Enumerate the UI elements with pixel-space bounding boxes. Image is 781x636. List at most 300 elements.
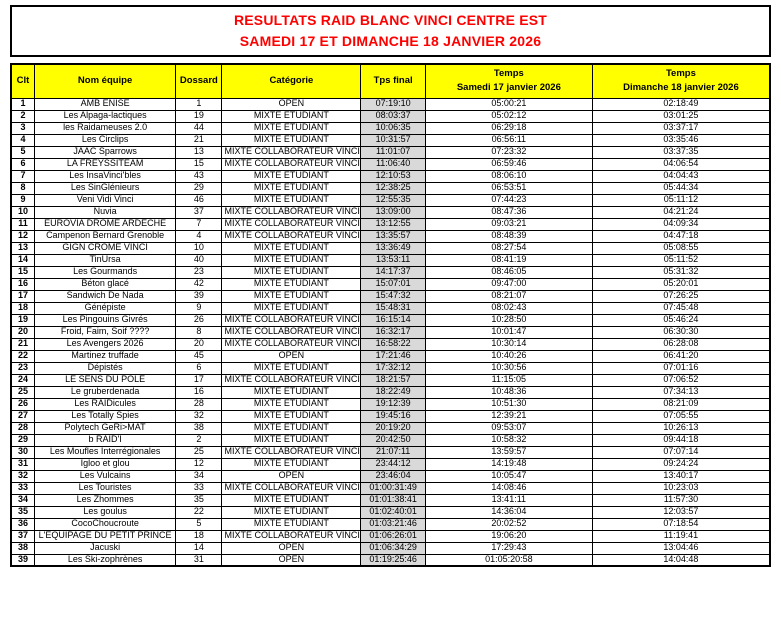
cell-tps-final: 16:58:22 bbox=[361, 338, 426, 350]
cell-team: Le gruberdenada bbox=[35, 386, 176, 398]
cell-samedi: 14:36:04 bbox=[425, 506, 592, 518]
cell-team: b RAID'I bbox=[35, 434, 176, 446]
cell-tps-final: 16:32:17 bbox=[361, 326, 426, 338]
cell-tps-final: 01:19:25:46 bbox=[361, 554, 426, 566]
cell-tps-final: 20:19:20 bbox=[361, 422, 426, 434]
cell-clt: 9 bbox=[11, 194, 35, 206]
cell-tps-final: 15:48:31 bbox=[361, 302, 426, 314]
table-row bbox=[11, 338, 770, 350]
cell-tps-final: 21:07:11 bbox=[361, 446, 426, 458]
table-row bbox=[11, 182, 770, 194]
cell-tps-final: 01:06:26:01 bbox=[361, 530, 426, 542]
cell-clt: 15 bbox=[11, 266, 35, 278]
cell-samedi: 10:30:56 bbox=[425, 362, 592, 374]
cell-categorie: MIXTE ETUDIANT bbox=[222, 182, 361, 194]
cell-team: Les Touristes bbox=[35, 482, 176, 494]
cell-team: les Raidameuses 2.0 bbox=[35, 122, 176, 134]
cell-categorie: MIXTE ETUDIANT bbox=[222, 518, 361, 530]
cell-tps-final: 16:15:14 bbox=[361, 314, 426, 326]
cell-team: Dépistés bbox=[35, 362, 176, 374]
column-header-temps-samedi bbox=[425, 64, 592, 98]
cell-tps-final: 10:31:57 bbox=[361, 134, 426, 146]
cell-categorie: MIXTE COLLABORATEUR VINCI bbox=[222, 374, 361, 386]
cell-categorie: MIXTE ETUDIANT bbox=[222, 398, 361, 410]
cell-clt: 26 bbox=[11, 398, 35, 410]
cell-dossard: 8 bbox=[176, 326, 222, 338]
cell-samedi: 10:51:30 bbox=[425, 398, 592, 410]
cell-team: LE SENS DU POLE bbox=[35, 374, 176, 386]
table-row bbox=[11, 422, 770, 434]
cell-dossard: 39 bbox=[176, 290, 222, 302]
cell-samedi: 08:21:07 bbox=[425, 290, 592, 302]
cell-categorie: MIXTE ETUDIANT bbox=[222, 458, 361, 470]
cell-samedi: 10:58:32 bbox=[425, 434, 592, 446]
cell-dossard: 16 bbox=[176, 386, 222, 398]
cell-clt: 4 bbox=[11, 134, 35, 146]
table-row bbox=[11, 518, 770, 530]
table-row bbox=[11, 554, 770, 566]
cell-samedi: 10:28:50 bbox=[425, 314, 592, 326]
cell-team: TinUrsa bbox=[35, 254, 176, 266]
cell-dossard: 13 bbox=[176, 146, 222, 158]
cell-clt: 25 bbox=[11, 386, 35, 398]
cell-samedi: 11:15:05 bbox=[425, 374, 592, 386]
cell-tps-final: 10:06:35 bbox=[361, 122, 426, 134]
cell-categorie: MIXTE ETUDIANT bbox=[222, 278, 361, 290]
cell-dimanche: 13:04:46 bbox=[592, 542, 770, 554]
cell-clt: 8 bbox=[11, 182, 35, 194]
cell-categorie: MIXTE ETUDIANT bbox=[222, 494, 361, 506]
cell-clt: 7 bbox=[11, 170, 35, 182]
cell-team: Les Pingouins Givrés bbox=[35, 314, 176, 326]
cell-clt: 17 bbox=[11, 290, 35, 302]
cell-samedi: 13:41:11 bbox=[425, 494, 592, 506]
document-title-box bbox=[10, 5, 771, 57]
table-row bbox=[11, 302, 770, 314]
cell-dossard: 5 bbox=[176, 518, 222, 530]
cell-tps-final: 01:03:21:46 bbox=[361, 518, 426, 530]
cell-clt: 1 bbox=[11, 98, 35, 110]
cell-clt: 33 bbox=[11, 482, 35, 494]
cell-categorie: MIXTE COLLABORATEUR VINCI bbox=[222, 206, 361, 218]
cell-dossard: 2 bbox=[176, 434, 222, 446]
cell-clt: 16 bbox=[11, 278, 35, 290]
cell-clt: 11 bbox=[11, 218, 35, 230]
header-row bbox=[11, 64, 770, 98]
cell-dimanche: 13:40:17 bbox=[592, 470, 770, 482]
cell-clt: 32 bbox=[11, 470, 35, 482]
cell-team: LA FREYSSITEAM bbox=[35, 158, 176, 170]
cell-dimanche: 14:04:48 bbox=[592, 554, 770, 566]
cell-dimanche: 03:37:17 bbox=[592, 122, 770, 134]
cell-dossard: 17 bbox=[176, 374, 222, 386]
cell-dossard: 12 bbox=[176, 458, 222, 470]
cell-dimanche: 04:47:18 bbox=[592, 230, 770, 242]
table-row bbox=[11, 446, 770, 458]
cell-dimanche: 07:34:13 bbox=[592, 386, 770, 398]
table-row bbox=[11, 482, 770, 494]
table-row bbox=[11, 158, 770, 170]
cell-samedi: 01:05:20:58 bbox=[425, 554, 592, 566]
cell-samedi: 08:46:05 bbox=[425, 266, 592, 278]
cell-team: CocoChoucroute bbox=[35, 518, 176, 530]
table-row bbox=[11, 290, 770, 302]
column-header-temps-dimanche bbox=[592, 64, 770, 98]
table-row bbox=[11, 134, 770, 146]
cell-clt: 5 bbox=[11, 146, 35, 158]
cell-dimanche: 06:30:30 bbox=[592, 326, 770, 338]
cell-dossard: 29 bbox=[176, 182, 222, 194]
cell-categorie: MIXTE COLLABORATEUR VINCI bbox=[222, 338, 361, 350]
column-header-team: Nom équipe bbox=[35, 64, 176, 98]
cell-samedi: 10:30:14 bbox=[425, 338, 592, 350]
cell-samedi: 09:03:21 bbox=[425, 218, 592, 230]
cell-clt: 3 bbox=[11, 122, 35, 134]
cell-team: Campenon Bernard Grenoble bbox=[35, 230, 176, 242]
cell-dossard: 38 bbox=[176, 422, 222, 434]
cell-clt: 20 bbox=[11, 326, 35, 338]
cell-tps-final: 23:44:12 bbox=[361, 458, 426, 470]
cell-tps-final: 18:22:49 bbox=[361, 386, 426, 398]
cell-team: Jacuski bbox=[35, 542, 176, 554]
cell-dimanche: 09:24:24 bbox=[592, 458, 770, 470]
cell-samedi: 07:44:23 bbox=[425, 194, 592, 206]
results-table-header bbox=[11, 64, 770, 98]
cell-team: Les Ski-zophrènes bbox=[35, 554, 176, 566]
cell-clt: 18 bbox=[11, 302, 35, 314]
cell-categorie: MIXTE COLLABORATEUR VINCI bbox=[222, 158, 361, 170]
cell-dossard: 26 bbox=[176, 314, 222, 326]
cell-samedi: 10:40:26 bbox=[425, 350, 592, 362]
table-row bbox=[11, 362, 770, 374]
column-header-categorie: Catégorie bbox=[222, 64, 361, 98]
cell-dossard: 31 bbox=[176, 554, 222, 566]
table-row bbox=[11, 314, 770, 326]
cell-team: Les SinGlénieurs bbox=[35, 182, 176, 194]
cell-dimanche: 07:26:25 bbox=[592, 290, 770, 302]
cell-samedi: 05:02:12 bbox=[425, 110, 592, 122]
cell-samedi: 06:29:18 bbox=[425, 122, 592, 134]
table-row bbox=[11, 434, 770, 446]
cell-tps-final: 17:32:12 bbox=[361, 362, 426, 374]
table-row bbox=[11, 278, 770, 290]
cell-dimanche: 08:21:09 bbox=[592, 398, 770, 410]
cell-tps-final: 15:07:01 bbox=[361, 278, 426, 290]
table-row bbox=[11, 542, 770, 554]
cell-dossard: 37 bbox=[176, 206, 222, 218]
header-temps-samedi-line2: Samedi 17 janvier 2026 bbox=[456, 82, 561, 94]
cell-dossard: 42 bbox=[176, 278, 222, 290]
cell-samedi: 19:06:20 bbox=[425, 530, 592, 542]
cell-tps-final: 11:06:40 bbox=[361, 158, 426, 170]
cell-dossard: 21 bbox=[176, 134, 222, 146]
cell-dimanche: 07:01:16 bbox=[592, 362, 770, 374]
cell-dimanche: 04:09:34 bbox=[592, 218, 770, 230]
cell-categorie: MIXTE COLLABORATEUR VINCI bbox=[222, 482, 361, 494]
cell-categorie: MIXTE ETUDIANT bbox=[222, 254, 361, 266]
cell-clt: 39 bbox=[11, 554, 35, 566]
cell-dimanche: 04:21:24 bbox=[592, 206, 770, 218]
cell-categorie: OPEN bbox=[222, 470, 361, 482]
cell-team: Veni Vidi Vinci bbox=[35, 194, 176, 206]
cell-categorie: OPEN bbox=[222, 350, 361, 362]
cell-dossard: 44 bbox=[176, 122, 222, 134]
cell-categorie: MIXTE COLLABORATEUR VINCI bbox=[222, 446, 361, 458]
cell-samedi: 08:02:43 bbox=[425, 302, 592, 314]
cell-team: Les goulus bbox=[35, 506, 176, 518]
cell-team: JAAC Sparrows bbox=[35, 146, 176, 158]
cell-tps-final: 14:17:37 bbox=[361, 266, 426, 278]
table-row bbox=[11, 98, 770, 110]
cell-categorie: MIXTE COLLABORATEUR VINCI bbox=[222, 218, 361, 230]
cell-categorie: OPEN bbox=[222, 542, 361, 554]
cell-samedi: 14:19:48 bbox=[425, 458, 592, 470]
cell-team: Les Circlips bbox=[35, 134, 176, 146]
table-row bbox=[11, 218, 770, 230]
cell-samedi: 20:02:52 bbox=[425, 518, 592, 530]
cell-dossard: 10 bbox=[176, 242, 222, 254]
cell-team: Les Gourmands bbox=[35, 266, 176, 278]
cell-clt: 21 bbox=[11, 338, 35, 350]
cell-dimanche: 05:11:12 bbox=[592, 194, 770, 206]
cell-samedi: 13:59:57 bbox=[425, 446, 592, 458]
cell-dimanche: 10:23:03 bbox=[592, 482, 770, 494]
cell-categorie: MIXTE COLLABORATEUR VINCI bbox=[222, 146, 361, 158]
cell-team: Les Vulcains bbox=[35, 470, 176, 482]
header-temps-dimanche-line2: Dimanche 18 janvier 2026 bbox=[623, 82, 739, 94]
cell-dimanche: 10:26:13 bbox=[592, 422, 770, 434]
cell-team: Génépiste bbox=[35, 302, 176, 314]
cell-dossard: 22 bbox=[176, 506, 222, 518]
cell-dossard: 15 bbox=[176, 158, 222, 170]
cell-tps-final: 12:10:53 bbox=[361, 170, 426, 182]
cell-samedi: 12:39:21 bbox=[425, 410, 592, 422]
cell-tps-final: 19:12:39 bbox=[361, 398, 426, 410]
cell-tps-final: 17:21:46 bbox=[361, 350, 426, 362]
cell-samedi: 08:06:10 bbox=[425, 170, 592, 182]
cell-samedi: 06:56:11 bbox=[425, 134, 592, 146]
cell-team: Les Avengers 2026 bbox=[35, 338, 176, 350]
cell-samedi: 10:01:47 bbox=[425, 326, 592, 338]
cell-tps-final: 23:46:04 bbox=[361, 470, 426, 482]
cell-dimanche: 07:18:54 bbox=[592, 518, 770, 530]
cell-clt: 2 bbox=[11, 110, 35, 122]
table-row bbox=[11, 350, 770, 362]
table-row bbox=[11, 410, 770, 422]
cell-categorie: MIXTE ETUDIANT bbox=[222, 410, 361, 422]
cell-categorie: MIXTE COLLABORATEUR VINCI bbox=[222, 326, 361, 338]
table-row bbox=[11, 326, 770, 338]
cell-dimanche: 05:08:55 bbox=[592, 242, 770, 254]
cell-samedi: 05:00:21 bbox=[425, 98, 592, 110]
cell-tps-final: 12:55:35 bbox=[361, 194, 426, 206]
cell-team: Martinez truffade bbox=[35, 350, 176, 362]
table-row bbox=[11, 374, 770, 386]
cell-dimanche: 05:44:34 bbox=[592, 182, 770, 194]
cell-tps-final: 01:06:34:29 bbox=[361, 542, 426, 554]
cell-clt: 29 bbox=[11, 434, 35, 446]
table-row bbox=[11, 494, 770, 506]
column-header-clt: Clt bbox=[11, 64, 35, 98]
cell-dossard: 33 bbox=[176, 482, 222, 494]
cell-team: Les Totally Spies bbox=[35, 410, 176, 422]
cell-team: GIGN CRÔME VINCI bbox=[35, 242, 176, 254]
cell-clt: 12 bbox=[11, 230, 35, 242]
cell-clt: 28 bbox=[11, 422, 35, 434]
cell-dimanche: 03:37:35 bbox=[592, 146, 770, 158]
table-row bbox=[11, 110, 770, 122]
cell-categorie: MIXTE ETUDIANT bbox=[222, 434, 361, 446]
cell-categorie: MIXTE ETUDIANT bbox=[222, 110, 361, 122]
cell-samedi: 09:47:00 bbox=[425, 278, 592, 290]
cell-dossard: 35 bbox=[176, 494, 222, 506]
cell-categorie: OPEN bbox=[222, 98, 361, 110]
cell-clt: 24 bbox=[11, 374, 35, 386]
table-row bbox=[11, 506, 770, 518]
table-row bbox=[11, 386, 770, 398]
cell-team: Les InsaVinci'bles bbox=[35, 170, 176, 182]
cell-dossard: 4 bbox=[176, 230, 222, 242]
cell-categorie: MIXTE COLLABORATEUR VINCI bbox=[222, 530, 361, 542]
cell-dimanche: 02:18:49 bbox=[592, 98, 770, 110]
cell-dimanche: 05:46:24 bbox=[592, 314, 770, 326]
cell-categorie: MIXTE ETUDIANT bbox=[222, 170, 361, 182]
cell-samedi: 08:48:39 bbox=[425, 230, 592, 242]
column-header-tps-final: Tps final bbox=[361, 64, 426, 98]
cell-team: Les RAIDicules bbox=[35, 398, 176, 410]
cell-samedi: 08:27:54 bbox=[425, 242, 592, 254]
table-row bbox=[11, 170, 770, 182]
cell-dimanche: 03:01:25 bbox=[592, 110, 770, 122]
cell-dimanche: 06:28:08 bbox=[592, 338, 770, 350]
cell-tps-final: 15:47:32 bbox=[361, 290, 426, 302]
cell-dimanche: 05:11:52 bbox=[592, 254, 770, 266]
title-line-1: RESULTATS RAID BLANC VINCI CENTRE EST bbox=[233, 12, 548, 28]
cell-dimanche: 05:20:01 bbox=[592, 278, 770, 290]
title-line-2: SAMEDI 17 ET DIMANCHE 18 JANVIER 2026 bbox=[239, 32, 542, 49]
cell-categorie: OPEN bbox=[222, 554, 361, 566]
cell-clt: 38 bbox=[11, 542, 35, 554]
table-row bbox=[11, 398, 770, 410]
cell-dossard: 9 bbox=[176, 302, 222, 314]
cell-tps-final: 01:01:38:41 bbox=[361, 494, 426, 506]
cell-team: Igloo et glou bbox=[35, 458, 176, 470]
cell-samedi: 08:41:19 bbox=[425, 254, 592, 266]
cell-dossard: 7 bbox=[176, 218, 222, 230]
column-header-dossard: Dossard bbox=[176, 64, 222, 98]
table-row bbox=[11, 458, 770, 470]
cell-dimanche: 07:07:14 bbox=[592, 446, 770, 458]
cell-categorie: MIXTE ETUDIANT bbox=[222, 266, 361, 278]
cell-clt: 19 bbox=[11, 314, 35, 326]
table-row bbox=[11, 194, 770, 206]
cell-tps-final: 13:35:57 bbox=[361, 230, 426, 242]
cell-dossard: 20 bbox=[176, 338, 222, 350]
cell-dossard: 25 bbox=[176, 446, 222, 458]
cell-samedi: 06:53:51 bbox=[425, 182, 592, 194]
cell-dimanche: 04:04:43 bbox=[592, 170, 770, 182]
cell-clt: 10 bbox=[11, 206, 35, 218]
cell-clt: 34 bbox=[11, 494, 35, 506]
cell-clt: 31 bbox=[11, 458, 35, 470]
cell-clt: 30 bbox=[11, 446, 35, 458]
cell-dossard: 34 bbox=[176, 470, 222, 482]
cell-samedi: 17:29:43 bbox=[425, 542, 592, 554]
header-temps-samedi-line1: Temps bbox=[493, 68, 524, 79]
cell-samedi: 06:59:46 bbox=[425, 158, 592, 170]
cell-team: L'EQUIPAGE DU PETIT PRINCE bbox=[35, 530, 176, 542]
cell-clt: 37 bbox=[11, 530, 35, 542]
cell-samedi: 14:08:46 bbox=[425, 482, 592, 494]
cell-team: Les Moufles Interrégionales bbox=[35, 446, 176, 458]
cell-dossard: 18 bbox=[176, 530, 222, 542]
table-row bbox=[11, 146, 770, 158]
table-row bbox=[11, 122, 770, 134]
table-row bbox=[11, 530, 770, 542]
table-row bbox=[11, 206, 770, 218]
cell-tps-final: 13:09:00 bbox=[361, 206, 426, 218]
cell-dossard: 43 bbox=[176, 170, 222, 182]
cell-clt: 23 bbox=[11, 362, 35, 374]
cell-categorie: MIXTE COLLABORATEUR VINCI bbox=[222, 230, 361, 242]
cell-categorie: MIXTE ETUDIANT bbox=[222, 506, 361, 518]
cell-dimanche: 11:19:41 bbox=[592, 530, 770, 542]
cell-team: AMB ENISE bbox=[35, 98, 176, 110]
table-row bbox=[11, 230, 770, 242]
cell-dossard: 19 bbox=[176, 110, 222, 122]
cell-dimanche: 09:44:18 bbox=[592, 434, 770, 446]
cell-dimanche: 03:35:46 bbox=[592, 134, 770, 146]
cell-dossard: 32 bbox=[176, 410, 222, 422]
cell-dossard: 6 bbox=[176, 362, 222, 374]
cell-team: Froid, Faim, Soif ???? bbox=[35, 326, 176, 338]
cell-dossard: 14 bbox=[176, 542, 222, 554]
cell-tps-final: 20:42:50 bbox=[361, 434, 426, 446]
cell-categorie: MIXTE ETUDIANT bbox=[222, 134, 361, 146]
cell-tps-final: 11:01:07 bbox=[361, 146, 426, 158]
cell-dimanche: 05:31:32 bbox=[592, 266, 770, 278]
cell-tps-final: 01:02:40:01 bbox=[361, 506, 426, 518]
cell-categorie: MIXTE COLLABORATEUR VINCI bbox=[222, 314, 361, 326]
cell-dossard: 40 bbox=[176, 254, 222, 266]
cell-dossard: 28 bbox=[176, 398, 222, 410]
header-temps-dimanche-line1: Temps bbox=[665, 68, 696, 79]
cell-team: Les Zhommes bbox=[35, 494, 176, 506]
cell-tps-final: 19:45:16 bbox=[361, 410, 426, 422]
cell-tps-final: 13:53:11 bbox=[361, 254, 426, 266]
table-row bbox=[11, 470, 770, 482]
cell-tps-final: 13:36:49 bbox=[361, 242, 426, 254]
cell-tps-final: 13:12:55 bbox=[361, 218, 426, 230]
cell-clt: 13 bbox=[11, 242, 35, 254]
cell-team: Les Alpaga-lactiques bbox=[35, 110, 176, 122]
cell-dossard: 23 bbox=[176, 266, 222, 278]
table-row bbox=[11, 254, 770, 266]
cell-dimanche: 07:45:48 bbox=[592, 302, 770, 314]
cell-categorie: MIXTE ETUDIANT bbox=[222, 422, 361, 434]
results-table-body bbox=[11, 98, 770, 566]
cell-samedi: 09:53:07 bbox=[425, 422, 592, 434]
results-table bbox=[10, 63, 771, 567]
cell-categorie: MIXTE ETUDIANT bbox=[222, 302, 361, 314]
cell-samedi: 10:05:47 bbox=[425, 470, 592, 482]
cell-team: Béton glacé bbox=[35, 278, 176, 290]
cell-dimanche: 12:03:57 bbox=[592, 506, 770, 518]
cell-clt: 22 bbox=[11, 350, 35, 362]
cell-tps-final: 18:21:57 bbox=[361, 374, 426, 386]
cell-clt: 6 bbox=[11, 158, 35, 170]
cell-dimanche: 07:05:55 bbox=[592, 410, 770, 422]
